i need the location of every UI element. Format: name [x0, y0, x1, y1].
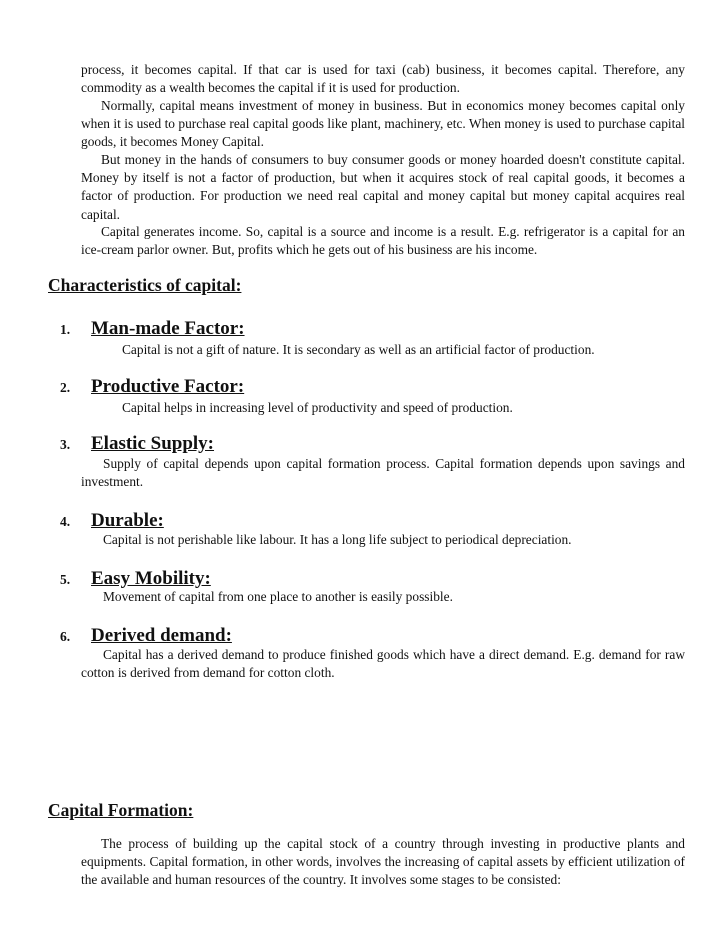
intro-paragraph-2: Normally, capital means investment of money in business. But in economics money becomes capital only when it is used to purchase real capital goods like plant, machinery, etc. When money is used to purchase capital goods, it becomes Money Capital.	[81, 98, 685, 150]
intro-paragraph-3: But money in the hands of consumers to buy consumer goods or money hoarded doesn't constitute capital. Money by itself is not a factor of production, but when it acquires stock of real capital goods, it becomes a factor of production. For production we need real capital and money capital but money capital acquires real capital.	[81, 152, 685, 222]
item-number: 2.	[60, 380, 71, 395]
item-description: Capital is not a gift of nature. It is secondary as well as an artificial factor of production.	[122, 342, 595, 357]
item-title-productive-factor: Productive Factor:	[91, 376, 245, 397]
item-description: Capital is not perishable like labour. It has a long life subject to periodical depreciation.	[103, 532, 572, 547]
item-description: Supply of capital depends upon capital formation process. Capital formation depends upon savings and investment.	[81, 456, 685, 490]
item-number: 5.	[60, 572, 71, 587]
item-number: 6.	[60, 629, 71, 644]
item-description: Capital has a derived demand to produce finished goods which have a direct demand. E.g. demand for raw cotton is derived from demand for cotton cloth.	[81, 647, 685, 681]
characteristics-heading: Characteristics of capital:	[48, 275, 242, 295]
capital-formation-heading: Capital Formation:	[48, 800, 194, 820]
item-title-elastic-supply: Elastic Supply:	[91, 433, 215, 454]
item-number: 3.	[60, 437, 71, 452]
item-title-derived-demand: Derived demand:	[91, 625, 232, 646]
capital-formation-paragraph: The process of building up the capital stock of a country through investing in productive plants and equipments. Capital formation, in other words, involves the increasing of capital assets by efficient utilization of the available and human resources of the country. It involves some stages to be consisted:	[81, 836, 685, 888]
item-title-man-made-factor: Man-made Factor:	[91, 318, 245, 339]
intro-paragraph-4: Capital generates income. So, capital is a source and income is a result. E.g. refrigerator is a capital for an ice-cream parlor owner. But, profits which he gets out of his business are his income.	[81, 224, 685, 258]
item-number: 1.	[60, 322, 71, 337]
item-title-easy-mobility: Easy Mobility:	[91, 568, 211, 589]
item-number: 4.	[60, 514, 71, 529]
intro-paragraph-1: process, it becomes capital. If that car is used for taxi (cab) business, it becomes capital. Therefore, any commodity as a wealth becomes the capital if it is used for production.	[81, 62, 685, 96]
item-description: Movement of capital from one place to another is easily possible.	[103, 589, 453, 604]
item-title-durable: Durable:	[91, 510, 164, 531]
item-description: Capital helps in increasing level of productivity and speed of production.	[122, 400, 513, 415]
